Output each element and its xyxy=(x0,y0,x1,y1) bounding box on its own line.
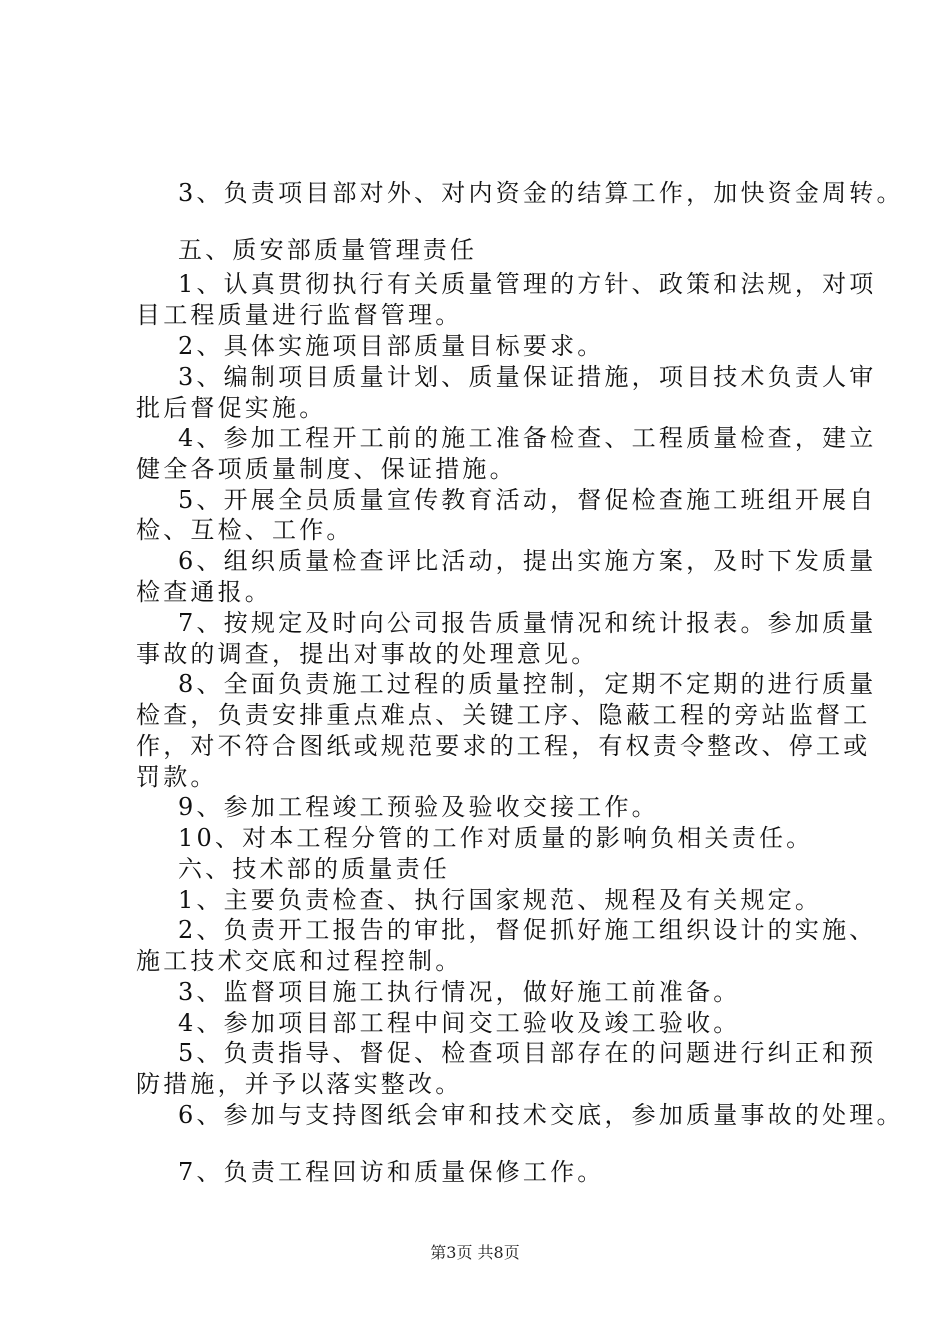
paragraph-line: 7、负责工程回访和质量保修工作。 xyxy=(178,1158,605,1186)
paragraph-line: 作，对不符合图纸或规范要求的工程，有权责令整改、停工或 xyxy=(136,732,871,760)
section-heading: 五、质安部质量管理责任 xyxy=(178,236,478,264)
paragraph-line: 3、编制项目质量计划、质量保证措施，项目技术负责人审 xyxy=(178,363,877,391)
section-heading: 六、技术部的质量责任 xyxy=(178,855,450,883)
paragraph-line: 2、负责开工报告的审批，督促抓好施工组织设计的实施、 xyxy=(178,916,877,944)
paragraph-line: 防措施，并予以落实整改。 xyxy=(136,1070,463,1098)
paragraph-line: 施工技术交底和过程控制。 xyxy=(136,947,463,975)
paragraph-line: 4、参加工程开工前的施工准备检查、工程质量检查，建立 xyxy=(178,424,877,452)
paragraph-line: 5、开展全员质量宣传教育活动，督促检查施工班组开展自 xyxy=(178,486,877,514)
paragraph-line: 目工程质量进行监督管理。 xyxy=(136,301,463,329)
paragraph-line: 5、负责指导、督促、检查项目部存在的问题进行纠正和预 xyxy=(178,1039,877,1067)
paragraph-line: 10、对本工程分管的工作对质量的影响负相关责任。 xyxy=(178,824,814,852)
paragraph-line: 6、组织质量检查评比活动，提出实施方案，及时下发质量 xyxy=(178,547,877,575)
paragraph-line: 罚款。 xyxy=(136,763,218,791)
paragraph-line: 检、互检、工作。 xyxy=(136,516,354,544)
paragraph-line: 检查，负责安排重点难点、关键工序、隐蔽工程的旁站监督工 xyxy=(136,701,871,729)
paragraph-line: 6、参加与支持图纸会审和技术交底，参加质量事故的处理。 xyxy=(178,1101,904,1129)
page-footer: 第3页 共8页 xyxy=(430,1243,520,1262)
paragraph-line: 4、参加项目部工程中间交工验收及竣工验收。 xyxy=(178,1009,741,1037)
paragraph-line: 1、主要负责检查、执行国家规范、规程及有关规定。 xyxy=(178,886,823,914)
paragraph-line: 3、负责项目部对外、对内资金的结算工作，加快资金周转。 xyxy=(178,179,904,207)
paragraph-line: 7、按规定及时向公司报告质量情况和统计报表。参加质量 xyxy=(178,609,877,637)
paragraph-line: 2、具体实施项目部质量目标要求。 xyxy=(178,332,605,360)
paragraph-line: 检查通报。 xyxy=(136,578,272,606)
paragraph-line: 健全各项质量制度、保证措施。 xyxy=(136,455,517,483)
paragraph-line: 8、全面负责施工过程的质量控制，定期不定期的进行质量 xyxy=(178,670,877,698)
paragraph-line: 批后督促实施。 xyxy=(136,394,327,422)
paragraph-line: 事故的调查，提出对事故的处理意见。 xyxy=(136,640,599,668)
paragraph-line: 3、监督项目施工执行情况，做好施工前准备。 xyxy=(178,978,741,1006)
paragraph-line: 1、认真贯彻执行有关质量管理的方针、政策和法规，对项 xyxy=(178,270,877,298)
paragraph-line: 9、参加工程竣工预验及验收交接工作。 xyxy=(178,793,659,821)
